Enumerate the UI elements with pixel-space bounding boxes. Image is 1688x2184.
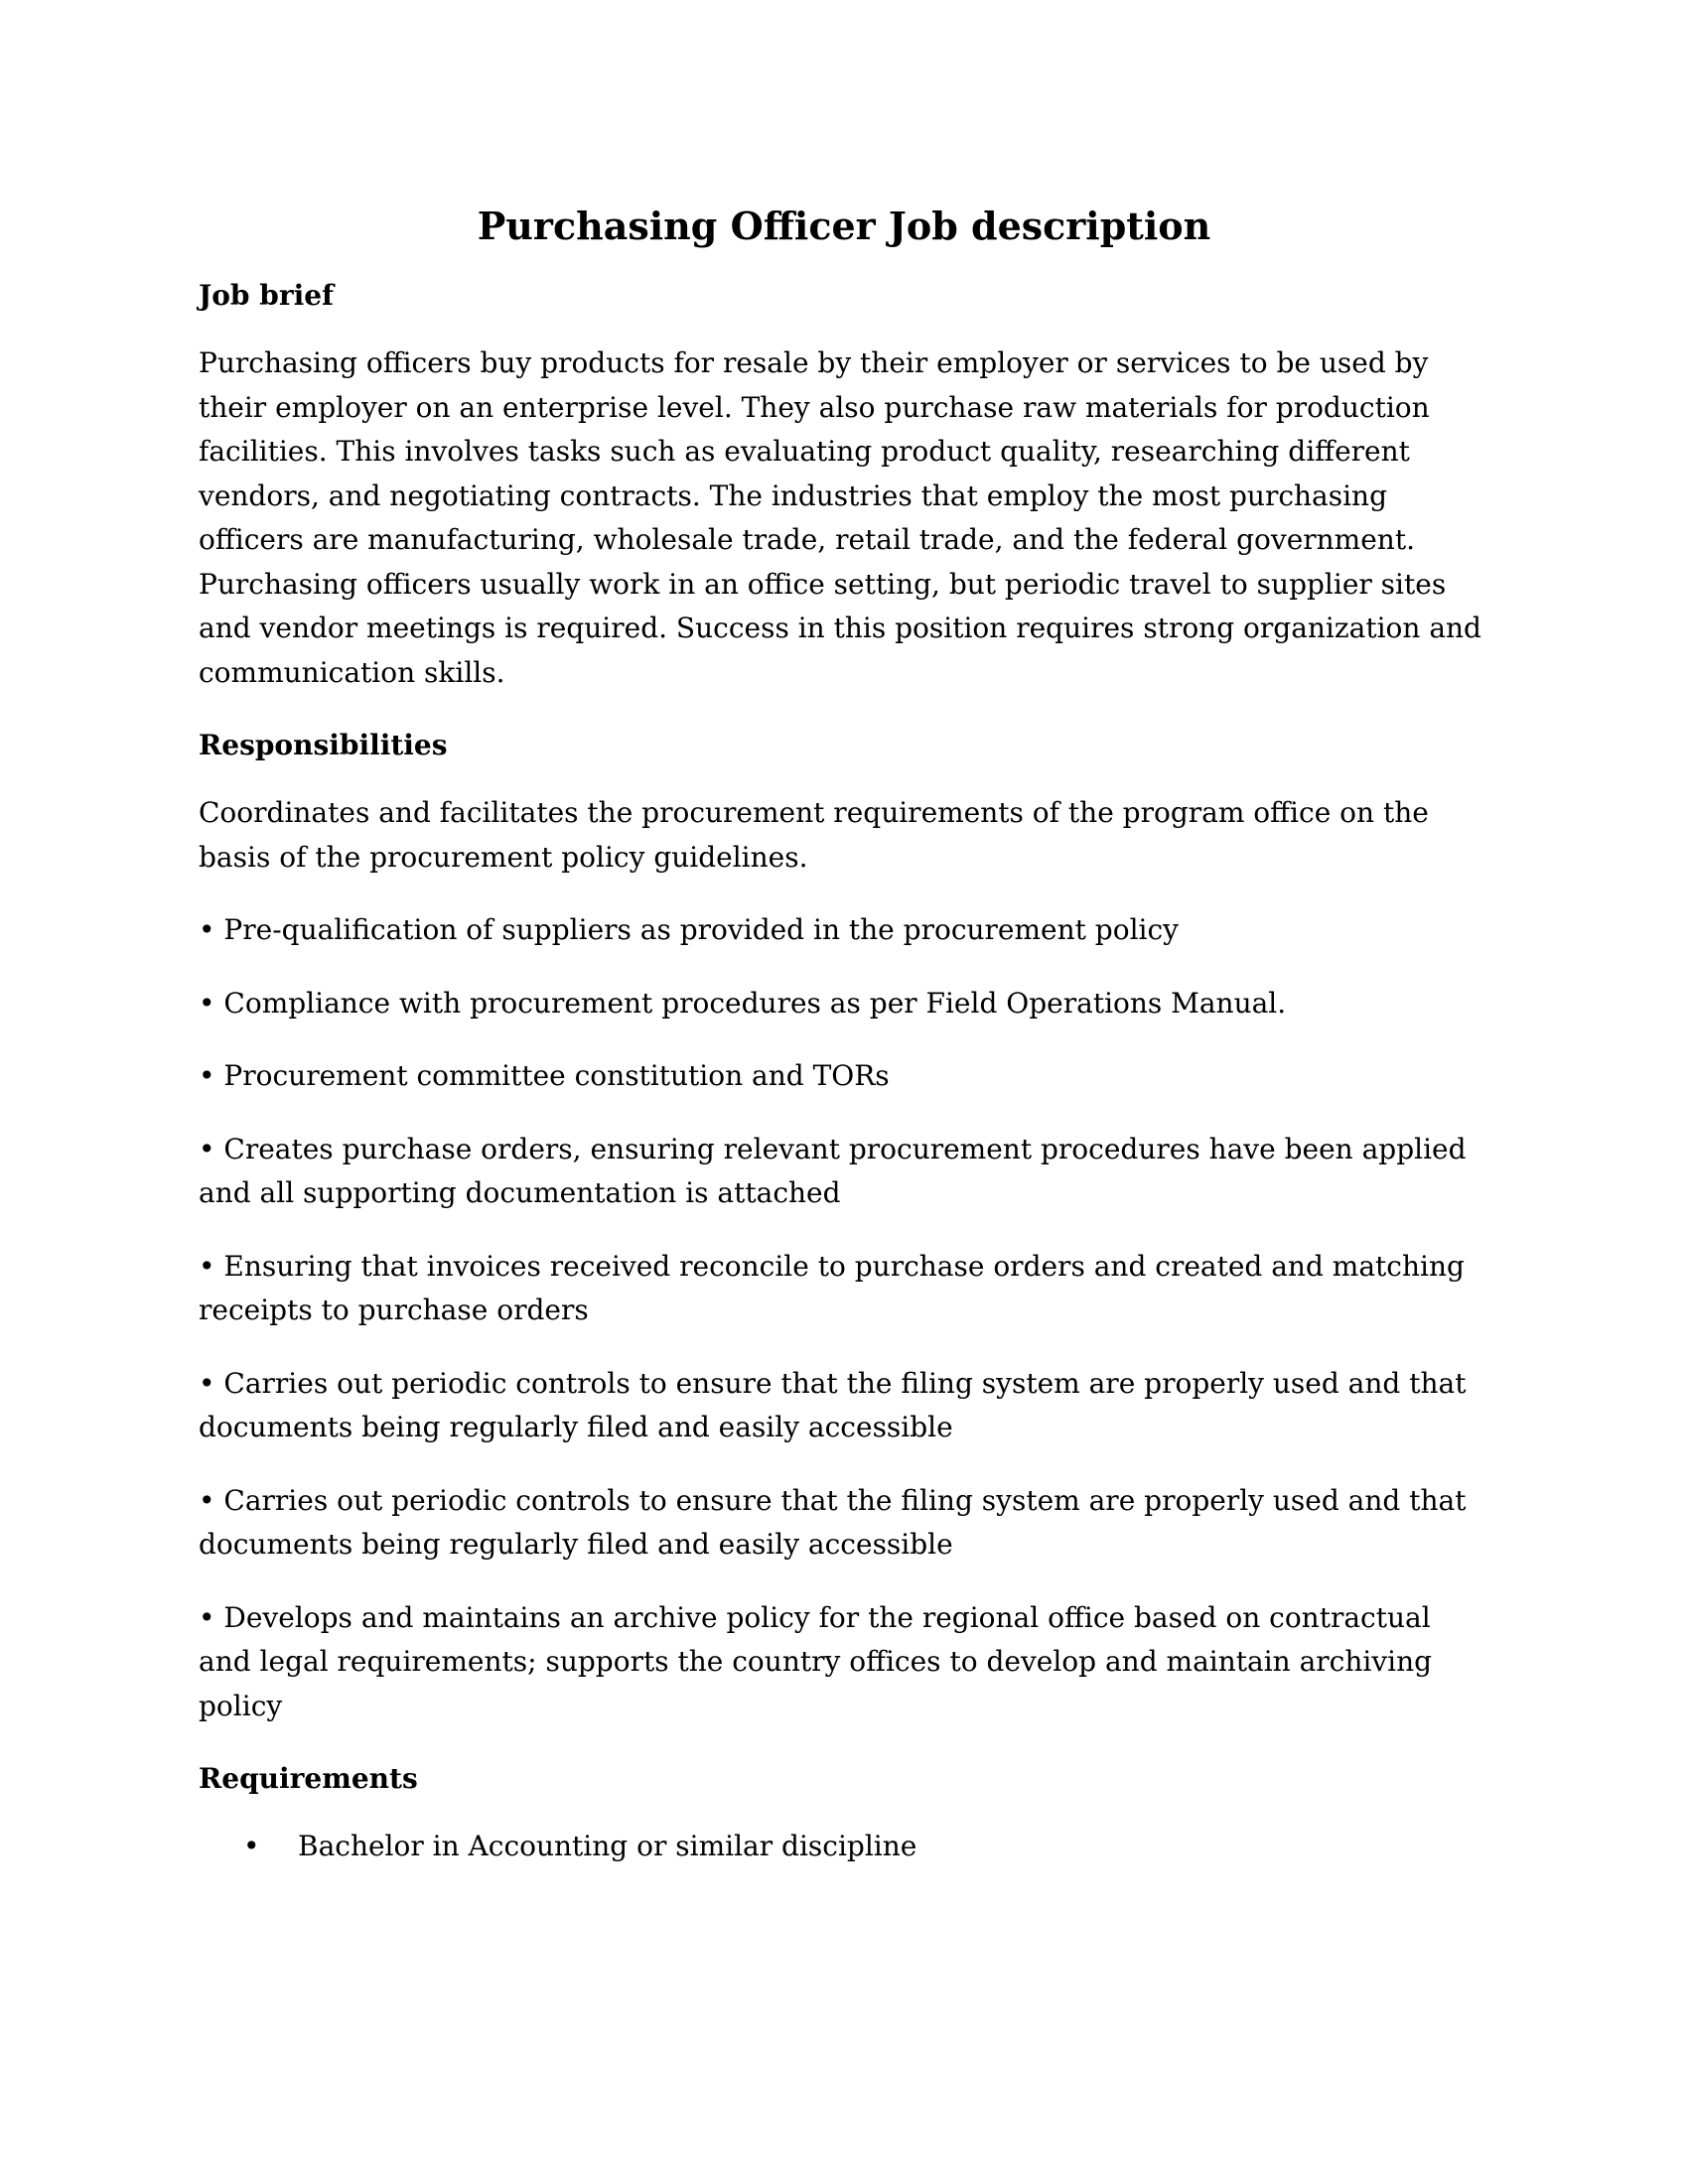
responsibility-item: • Carries out periodic controls to ensure that the filing system are properly used and that documents being regularly filed and easily accessible: [199, 1366, 1467, 1443]
responsibility-item: • Carries out periodic controls to ensure that the filing system are properly used and that documents being regularly filed and easily accessible: [199, 1483, 1467, 1561]
section-requirements: [199, 1757, 1489, 1869]
bullet-icon: •: [243, 1830, 260, 1862]
job-brief-paragraph: Purchasing officers buy products for resale by their employer or services to be used by their employer on an enterprise level. They also purchase raw materials for production facilities. This involves tasks such as evaluating product quality, researching different vendors, and negotiating contracts. The industries that employ the most purchasing officers are manufacturing, wholesale trade, retail trade, and the federal government. Purchasing officers usually work in an office setting, but periodic travel to supplier sites and vendor meetings is required. Success in this position requires strong organization and communication skills.: [199, 346, 1481, 689]
responsibility-item: • Creates purchase orders, ensuring relevant procurement procedures have been applied and all supporting documentation is attached: [199, 1132, 1467, 1209]
section-heading-responsibilities: Responsibilities: [199, 729, 448, 761]
responsibility-item: • Ensuring that invoices received reconcile to purchase orders and created and matching receipts to purchase orders: [199, 1249, 1465, 1326]
responsibilities-intro: Coordinates and facilitates the procurement requirements of the program office on the basis of the procurement policy guidelines.: [199, 796, 1429, 874]
section-job-brief: [199, 274, 1489, 695]
document-body: [199, 199, 1489, 1889]
section-heading-job-brief: Job brief: [199, 279, 335, 312]
requirement-item: [199, 1825, 1489, 1869]
document-title: Purchasing Officer Job description: [477, 204, 1211, 248]
responsibility-item: • Pre-qualification of suppliers as provided in the procurement policy: [199, 913, 1179, 946]
section-heading-requirements: Requirements: [199, 1762, 418, 1795]
responsibility-item: • Compliance with procurement procedures as per Field Operations Manual.: [199, 986, 1287, 1020]
responsibility-item: • Develops and maintains an archive policy for the regional office based on contractual and legal requirements; supports the country offices to develop and maintain archiving policy: [199, 1600, 1433, 1722]
section-responsibilities: [199, 724, 1489, 1728]
requirement-text: Bachelor in Accounting or similar discipline: [298, 1830, 917, 1862]
requirements-list: [199, 1825, 1489, 1869]
responsibility-item: • Procurement committee constitution and TORs: [199, 1059, 890, 1092]
